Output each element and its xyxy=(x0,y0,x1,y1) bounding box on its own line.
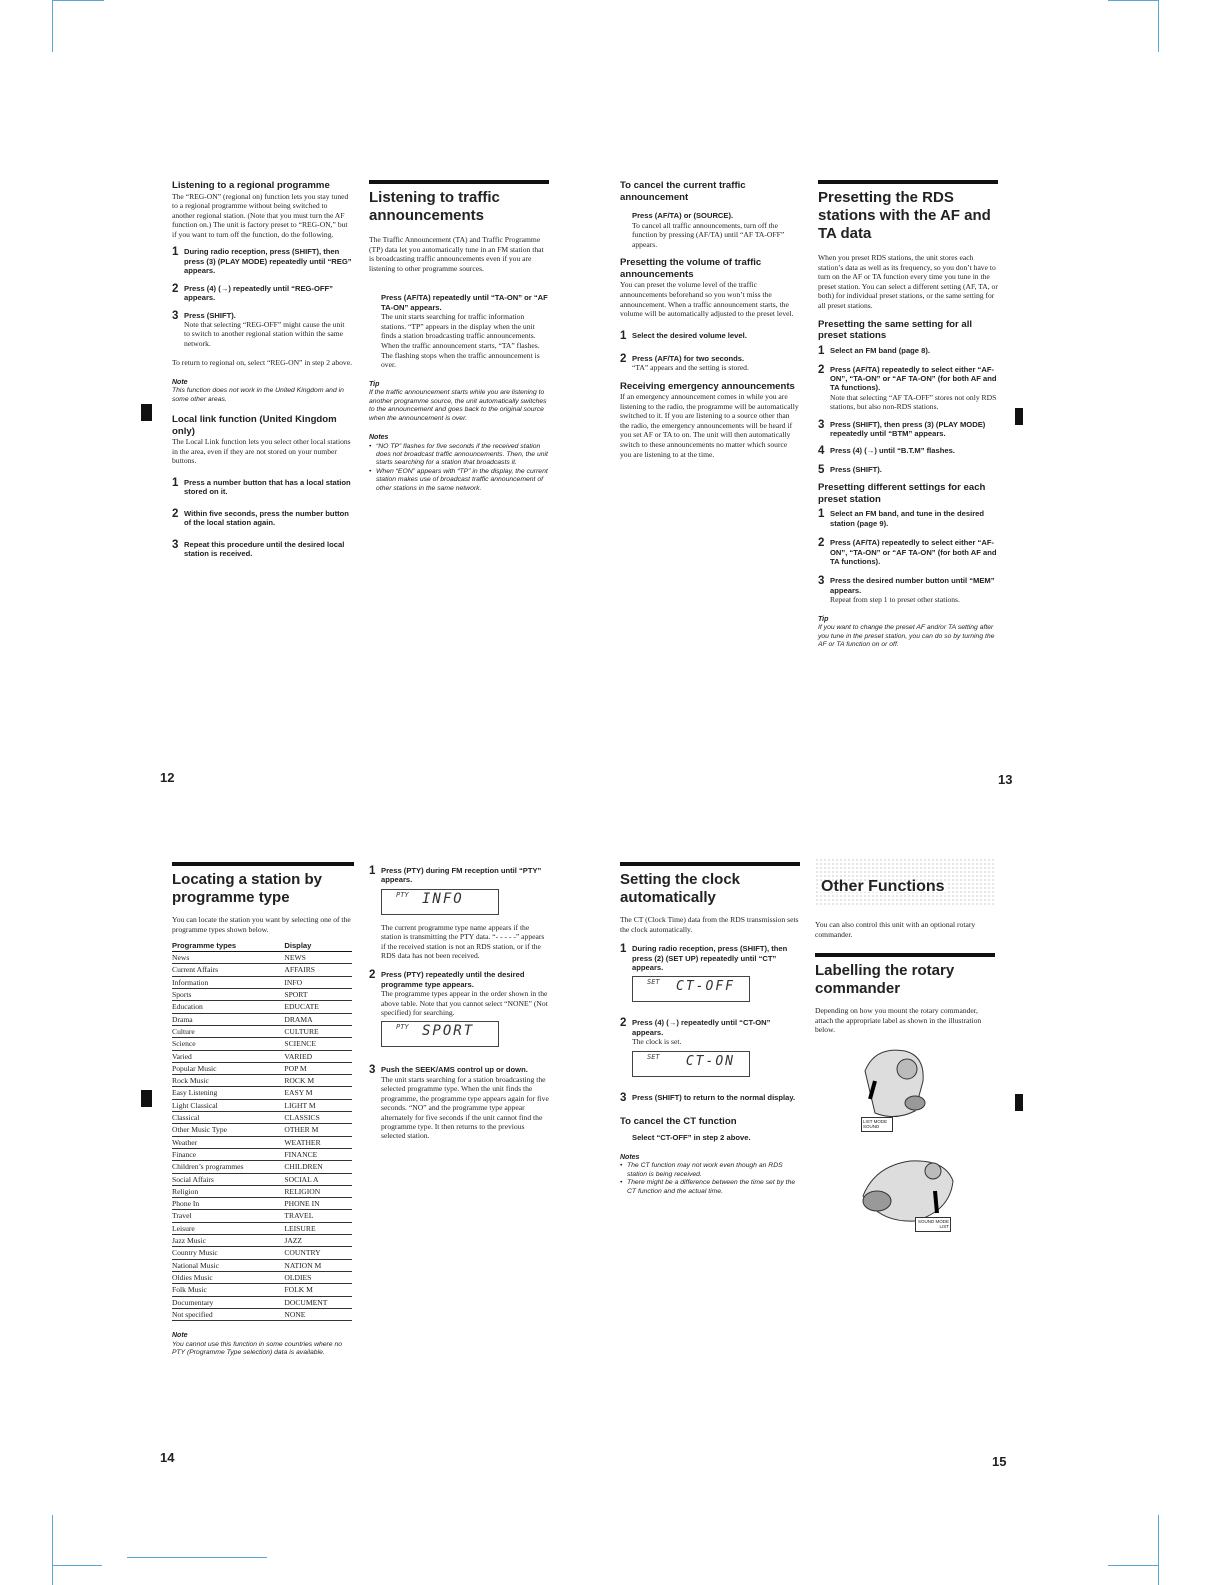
note-item: • When “EON” appears with “TP” in the display, the current station makes use of broadcast traffic announcement of other stations in the same network. xyxy=(369,467,548,492)
rotary-commander-drawing xyxy=(815,1041,995,1261)
table-row xyxy=(172,1124,352,1136)
column-cancel-traffic xyxy=(620,180,800,465)
step-title: Push the SEEK/AMS control up or down. xyxy=(381,1065,528,1075)
programme-type-cell: Information xyxy=(172,976,284,988)
programme-type-cell: Social Affairs xyxy=(172,1173,284,1185)
paragraph: Depending on how you mount the rotary commander, attach the appropriate label as shown in the illustration below. xyxy=(815,1006,982,1035)
section-title: Setting the clock automatically xyxy=(620,862,800,907)
paragraph: The “REG-ON” (regional on) function lets you stay tuned to a regional programme without being switched to another regional station. (Note that you must turn the AF function on.) The unit is factory preset to “REG-ON,” but if you want to turn off the function, do the following. xyxy=(172,191,349,239)
step: 2 Press (AF/TA) repeatedly to select either “AF-ON”, “TA-ON” or “AF TA-ON” (for both AF and TA functions). xyxy=(818,537,997,567)
table-row xyxy=(172,1050,352,1062)
step: 2 Press (4) (→) repeatedly until “CT-ON” appears. The clock is set. SET CT-ON xyxy=(620,1018,800,1084)
step-title: Press (AF/TA) repeatedly to select either “AF-ON”, “TA-ON” or “AF TA-ON” (for both AF and TA functions). xyxy=(830,538,997,567)
lcd-label: PTY xyxy=(396,890,409,899)
step-title: During radio reception, press (SHIFT), then press (2) (SET UP) repeatedly until “CT” appears. xyxy=(632,944,788,972)
programme-type-cell: Classical xyxy=(172,1112,284,1124)
instruction-detail: To cancel all traffic announcements, turn off the function by pressing (AF/TA) until “AF TA-OFF” appears. xyxy=(632,220,785,249)
table-row xyxy=(172,976,352,988)
section-title: Locating a station by programme type xyxy=(172,862,354,907)
display-cell: VARIED xyxy=(284,1050,352,1062)
table-row xyxy=(172,1148,352,1160)
lcd-text: INFO xyxy=(422,890,464,907)
table-row xyxy=(172,964,352,976)
registration-mark xyxy=(141,1090,152,1107)
step-detail: Repeat from step 1 to preset other stations. xyxy=(830,595,960,605)
display-cell: PHONE IN xyxy=(284,1198,352,1210)
programme-type-cell: Children’s programmes xyxy=(172,1161,284,1173)
crop-mark xyxy=(52,0,53,52)
table-row xyxy=(172,1001,352,1013)
paragraph: The Local Link function lets you select other local stations in the area, even if they are not stored on your number buttons. xyxy=(172,437,351,466)
step: 2 Press (4) (→) repeatedly until “REG-OFF” appears. xyxy=(172,284,352,303)
label-list-mode-sound: LIST MODE SOUND xyxy=(861,1117,893,1132)
table-row xyxy=(172,1099,352,1111)
page-number: 12 xyxy=(160,770,175,785)
note-item: • There might be a difference between the time set by the CT function and the actual time. xyxy=(620,1179,796,1195)
step: 5 Press (SHIFT). xyxy=(818,465,998,476)
paragraph: When you preset RDS stations, the unit stores each station’s data as well as its frequency, so you don’t have to turn on the AF or TA function every time you tune in the preset station. You can select a different setting (AF, TA, or both) for individual preset stations, or the same setting for all preset stations. xyxy=(818,253,998,310)
step-detail: “TA” appears and the setting is stored. xyxy=(632,363,749,373)
step: 1 Select an FM band, and tune in the desired station (page 9). xyxy=(818,509,998,528)
step: 1 Select an FM band (page 8). xyxy=(818,346,998,357)
table-row xyxy=(172,1075,352,1087)
rotary-commander-illustration xyxy=(815,1041,995,1261)
table-row xyxy=(172,1235,352,1247)
step-title: Within five seconds, press the number button of the local station again. xyxy=(184,508,349,528)
programme-type-cell: Leisure xyxy=(172,1222,284,1234)
crop-mark xyxy=(1158,1515,1159,1585)
display-cell: DOCUMENT xyxy=(284,1296,352,1308)
programme-type-cell: Documentary xyxy=(172,1296,284,1308)
step-title: Press the desired number button until “MEM” appears. xyxy=(830,576,995,595)
section-banner xyxy=(815,858,995,906)
programme-type-cell: Education xyxy=(172,1001,284,1013)
lcd-label: PTY xyxy=(396,1023,409,1032)
display-cell: CULTURE xyxy=(284,1025,352,1037)
step-title: Press (AF/TA) for two seconds. xyxy=(632,353,745,363)
column-pty-steps xyxy=(369,866,549,1147)
programme-type-cell: Light Classical xyxy=(172,1099,284,1111)
step-detail: Note that selecting “REG-OFF” might cause the unit to switch to another regional station within the same network. xyxy=(184,319,345,348)
notes-heading: Notes xyxy=(369,433,389,441)
registration-mark xyxy=(1015,1094,1023,1111)
step-title: Press (SHIFT). xyxy=(184,310,236,320)
table-row xyxy=(172,1112,352,1124)
paragraph: The Traffic Announcement (TA) and Traffic Programme (TP) data let you automatically tune in an FM station that is broadcasting traffic announcements even if you are listening to other programme sources. xyxy=(369,235,544,273)
page-number: 14 xyxy=(160,1450,175,1465)
display-cell: EASY M xyxy=(284,1087,352,1099)
step: 1 During radio reception, press (SHIFT), then press (3) (PLAY MODE) repeatedly until “REG” appears. xyxy=(172,246,352,276)
step-title: Press (PTY) during FM reception until “PTY” appears. xyxy=(381,866,542,885)
step: 3 Press (SHIFT), then press (3) (PLAY MODE) repeatedly until “BTM” appears. xyxy=(818,420,998,439)
step-title: Press (PTY) repeatedly until the desired programme type appears. xyxy=(381,970,525,989)
table-header: Programme types xyxy=(172,940,284,952)
lcd-display xyxy=(632,1051,750,1077)
display-cell: COUNTRY xyxy=(284,1247,352,1259)
paragraph: You can locate the station you want by selecting one of the programme types shown below. xyxy=(172,915,351,934)
registration-mark xyxy=(1015,408,1023,425)
crop-mark xyxy=(1108,0,1158,1)
step: 2 Press (AF/TA) for two seconds. “TA” appears and the setting is stored. xyxy=(620,354,800,373)
step-title: Press (SHIFT), then press (3) (PLAY MODE) repeatedly until “BTM” appears. xyxy=(830,419,986,438)
tip-text: If the traffic announcement starts while you are listening to another programme source, the unit automatically switches to the announcement and goes back to the original source when the announcement is over. xyxy=(369,389,547,422)
lcd-label: SET xyxy=(647,978,660,987)
step: 3 Repeat this procedure until the desired local station is received. xyxy=(172,540,352,559)
section-heading: Presetting the same setting for all preset stations xyxy=(818,318,973,342)
step-detail: The current programme type name appears if the station is transmitting the PTY data. “- - - - -” appears if the received station is not an RDS station, or if the RDS data has not been received. xyxy=(381,922,545,961)
instruction-detail: The unit starts searching for traffic information stations. “TP” appears in the display when the unit finds a station broadcasting traffic announcements. When the traffic announcement starts, “TA” flashes. The flashing stops when the traffic announcement is over. xyxy=(381,312,540,370)
programme-type-table xyxy=(172,940,352,1321)
table-row xyxy=(172,1247,352,1259)
display-cell: TRAVEL xyxy=(284,1210,352,1222)
step: 3 Press (SHIFT). Note that selecting “REG-OFF” might cause the unit to switch to another regional station within the same network. xyxy=(172,311,352,349)
programme-type-cell: National Music xyxy=(172,1259,284,1271)
programme-type-cell: Folk Music xyxy=(172,1284,284,1296)
step-title: Press a number button that has a local station stored on it. xyxy=(184,477,351,497)
programme-type-cell: Not specified xyxy=(172,1308,284,1320)
display-cell: AFFAIRS xyxy=(284,964,352,976)
programme-type-cell: Current Affairs xyxy=(172,964,284,976)
tip-heading: Tip xyxy=(818,615,829,623)
section-title: Presetting the RDS stations with the AF and TA data xyxy=(818,180,998,243)
table-row xyxy=(172,1222,352,1234)
step: 2 Press (PTY) repeatedly until the desired programme type appears. The programme types appear in the order shown in the above table. Note that you cannot select “NONE” (Not specified) for searching. PTY SPORT xyxy=(369,970,549,1055)
lcd-display xyxy=(381,1021,499,1047)
table-row xyxy=(172,1284,352,1296)
display-cell: FOLK M xyxy=(284,1284,352,1296)
paragraph: To return to regional on, select “REG-ON” in step 2 above. xyxy=(172,358,352,368)
table-row xyxy=(172,1308,352,1320)
table-row xyxy=(172,1259,352,1271)
lcd-text: CT-OFF xyxy=(676,979,735,995)
display-cell: JAZZ xyxy=(284,1235,352,1247)
step-detail: Note that selecting “AF TA-OFF” stores not only RDS stations, but also non-RDS stations. xyxy=(830,392,997,412)
display-cell: WEATHER xyxy=(284,1136,352,1148)
tip-text: If you want to change the preset AF and/or TA setting after you tune in the preset station, you can do so by turning the AF or TA function on or off. xyxy=(818,624,995,649)
table-row xyxy=(172,1062,352,1074)
step-title: During radio reception, press (SHIFT), then press (3) (PLAY MODE) repeatedly until “REG” appears. xyxy=(184,247,352,276)
column-clock xyxy=(620,862,800,1196)
table-row xyxy=(172,1210,352,1222)
paragraph: The CT (Clock Time) data from the RDS transmission sets the clock automatically. xyxy=(620,915,799,934)
programme-type-cell: Finance xyxy=(172,1148,284,1160)
step: 3 Press (SHIFT) to return to the normal display. xyxy=(620,1093,800,1104)
table-row xyxy=(172,952,352,964)
programme-type-cell: Easy Listening xyxy=(172,1087,284,1099)
step-title: Select the desired volume level. xyxy=(632,330,747,340)
lcd-text: CT-ON xyxy=(685,1053,735,1069)
display-cell: INFO xyxy=(284,976,352,988)
column-traffic xyxy=(369,180,549,493)
programme-type-cell: Weather xyxy=(172,1136,284,1148)
section-heading: Presetting the volume of traffic announcements xyxy=(620,257,762,280)
registration-mark xyxy=(141,404,152,421)
section-heading: Listening to a regional programme xyxy=(172,180,330,191)
step-title: Press (4) (→) repeatedly until “REG-OFF” appears. xyxy=(184,283,333,303)
column-regional xyxy=(172,180,352,564)
display-cell: POP M xyxy=(284,1062,352,1074)
step-title: Press (4) (→) until “B.T.M” flashes. xyxy=(830,446,955,456)
lcd-text: SPORT xyxy=(422,1023,475,1040)
step: 4 Press (4) (→) until “B.T.M” flashes. xyxy=(818,446,998,457)
crop-mark xyxy=(52,1515,53,1585)
table-row xyxy=(172,1296,352,1308)
instruction xyxy=(632,211,800,249)
display-cell: OTHER M xyxy=(284,1124,352,1136)
instruction-title: Press (AF/TA) repeatedly until “TA-ON” or “AF TA-ON” appears. xyxy=(381,293,548,312)
section-heading: To cancel the CT function xyxy=(620,1115,737,1127)
table-row xyxy=(172,1038,352,1050)
instruction-title: Press (AF/TA) or (SOURCE). xyxy=(632,211,734,220)
note-heading: Note xyxy=(172,378,188,386)
label-sound-mode-list: SOUND MODE LIST xyxy=(915,1217,951,1232)
step: 2 Within five seconds, press the number button of the local station again. xyxy=(172,509,352,528)
display-cell: FINANCE xyxy=(284,1148,352,1160)
step-title: Press (4) (→) repeatedly until “CT-ON” appears. xyxy=(632,1018,771,1037)
step: 1 Press a number button that has a local station stored on it. xyxy=(172,476,351,497)
display-cell: DRAMA xyxy=(284,1013,352,1025)
paragraph: You can also control this unit with an optional rotary commander. xyxy=(815,920,976,939)
section-title: Labelling the rotary commander xyxy=(815,953,995,998)
step-title: Select an FM band (page 8). xyxy=(830,345,931,355)
display-cell: NONE xyxy=(284,1308,352,1320)
step-detail: The programme types appear in the order shown in the above table. Note that you cannot select “NONE” (Not specified) for searching. xyxy=(381,989,548,1018)
step-detail: The unit starts searching for a station broadcasting the selected programme type. When the unit finds the programme, the programme type appears again for five seconds. “NO” and the programme type appear alternately for five seconds if the unit cannot find the programme type. It then returns to the previous selected station. xyxy=(381,1074,549,1141)
step: 3 Push the SEEK/AMS control up or down. The unit starts searching for a station broadcasting the selected programme type. When the unit finds the programme, the programme type appears again for five seconds. “NO” and the programme type appear alternately for five seconds if the unit cannot find the programme type. It then returns to the previous selected station. xyxy=(369,1064,549,1141)
step-title: Press (AF/TA) repeatedly to select either “AF-ON”, “TA-ON” or “AF TA-ON” (for both AF and TA functions). xyxy=(830,364,997,393)
instruction xyxy=(381,293,549,369)
note-item: • The CT function may not work even though an RDS station is being received. xyxy=(620,1162,783,1178)
section-heading: Presetting different settings for each preset station xyxy=(818,482,986,505)
table-row xyxy=(172,1025,352,1037)
display-cell: ROCK M xyxy=(284,1075,352,1087)
crop-mark xyxy=(1108,1565,1158,1566)
programme-type-cell: News xyxy=(172,952,284,964)
note-text: You cannot use this function in some countries where no PTY (Programme Type selection) data is available. xyxy=(172,1340,343,1357)
crop-mark xyxy=(52,1565,102,1566)
step: 1 During radio reception, press (SHIFT), then press (2) (SET UP) repeatedly until “CT” appears. SET CT-OFF xyxy=(620,944,800,1010)
step-title: Press (SHIFT) to return to the normal display. xyxy=(632,1092,796,1102)
note-heading: Note xyxy=(172,1332,188,1340)
note-text: This function does not work in the United Kingdom and in some other areas. xyxy=(172,387,344,403)
programme-type-cell: Religion xyxy=(172,1185,284,1197)
crop-mark xyxy=(1158,0,1159,52)
table-header: Display xyxy=(284,940,352,952)
step: 2 Press (AF/TA) repeatedly to select either “AF-ON”, “TA-ON” or “AF TA-ON” (for both AF and TA functions). Note that selecting “AF TA-OFF” stores not only RDS stations, but also non-RDS stations. xyxy=(818,363,997,412)
display-cell: LEISURE xyxy=(284,1222,352,1234)
table-row xyxy=(172,1161,352,1173)
programme-type-cell: Culture xyxy=(172,1025,284,1037)
programme-type-cell: Science xyxy=(172,1038,284,1050)
step-title: Repeat this procedure until the desired local station is received. xyxy=(184,539,345,558)
programme-type-cell: Travel xyxy=(172,1210,284,1222)
section-heading: Receiving emergency announcements xyxy=(620,380,795,392)
paragraph: If an emergency announcement comes in while you are listening to the radio, the programme will be automatically switched to it. If you are listening to a source other than the radio, the emergency announcements will be heard if you set AF or TA to on. The unit will then automatically switch to these announcements no matter which source you are listening to at the time. xyxy=(620,392,799,459)
programme-type-cell: Rock Music xyxy=(172,1075,284,1087)
section-heading: To cancel the current traffic announcement xyxy=(620,180,746,203)
table-row xyxy=(172,1271,352,1283)
column-preset-rds xyxy=(818,180,998,649)
lcd-display xyxy=(381,889,499,915)
step-detail: The clock is set. xyxy=(632,1037,682,1047)
section-heading: Local link function (United Kingdom only) xyxy=(172,414,337,437)
programme-type-cell: Other Music Type xyxy=(172,1124,284,1136)
page-number: 15 xyxy=(992,1454,1007,1469)
table-row xyxy=(172,989,352,1001)
column-other-functions xyxy=(815,858,995,1261)
paragraph: You can preset the volume level of the traffic announcements beforehand so you won’t miss the announcement. When a traffic announcement starts, the volume will be automatically adjusted to the preset level. xyxy=(620,280,794,319)
table-row xyxy=(172,1198,352,1210)
programme-type-cell: Varied xyxy=(172,1050,284,1062)
display-cell: CLASSICS xyxy=(284,1112,352,1124)
step-title: Select an FM band, and tune in the desired station (page 9). xyxy=(830,509,985,528)
crop-mark xyxy=(52,0,104,1)
display-cell: RELIGION xyxy=(284,1185,352,1197)
crop-mark xyxy=(127,1557,267,1558)
column-pty xyxy=(172,862,354,1358)
display-cell: OLDIES xyxy=(284,1271,352,1283)
programme-type-cell: Country Music xyxy=(172,1247,284,1259)
lcd-display xyxy=(632,976,750,1002)
table-row xyxy=(172,1087,352,1099)
display-cell: LIGHT M xyxy=(284,1099,352,1111)
step: 1 Press (PTY) during FM reception until “PTY” appears. PTY INFO The current programme type name appears if the station is transmitting the PTY data. “- - - - -” appears if the received station is not an RDS station, or if the RDS data has not been received. xyxy=(369,866,549,960)
programme-type-cell: Drama xyxy=(172,1013,284,1025)
programme-type-cell: Sports xyxy=(172,989,284,1001)
programme-type-cell: Jazz Music xyxy=(172,1235,284,1247)
table-row xyxy=(172,1136,352,1148)
section-title: Other Functions xyxy=(821,878,945,895)
table-row xyxy=(172,1185,352,1197)
notes-heading: Notes xyxy=(620,1153,640,1161)
instruction-title: Select “CT-OFF” in step 2 above. xyxy=(632,1133,751,1143)
tip-heading: Tip xyxy=(369,380,380,388)
programme-type-cell: Oldies Music xyxy=(172,1271,284,1283)
display-cell: SCIENCE xyxy=(284,1038,352,1050)
step-title: Press (SHIFT). xyxy=(830,465,882,475)
note-item: • “NO TP” flashes for five seconds if the received station does not broadcast traffic announcements. Then, the unit starts searching for a station that broadcasts it. xyxy=(369,442,548,467)
display-cell: SOCIAL A xyxy=(284,1173,352,1185)
display-cell: EDUCATE xyxy=(284,1001,352,1013)
page-number: 13 xyxy=(998,772,1013,787)
step: 3 Press the desired number button until “MEM” appears. Repeat from step 1 to preset other stations. xyxy=(818,576,998,604)
section-title: Listening to traffic announcements xyxy=(369,180,549,225)
display-cell: NATION M xyxy=(284,1259,352,1271)
display-cell: SPORT xyxy=(284,989,352,1001)
table-row xyxy=(172,1173,352,1185)
display-cell: NEWS xyxy=(284,952,352,964)
programme-type-cell: Phone In xyxy=(172,1198,284,1210)
lcd-label: SET xyxy=(647,1052,660,1061)
programme-type-cell: Popular Music xyxy=(172,1062,284,1074)
table-row xyxy=(172,1013,352,1025)
display-cell: CHILDREN xyxy=(284,1161,352,1173)
step: 1 Select the desired volume level. xyxy=(620,331,800,342)
